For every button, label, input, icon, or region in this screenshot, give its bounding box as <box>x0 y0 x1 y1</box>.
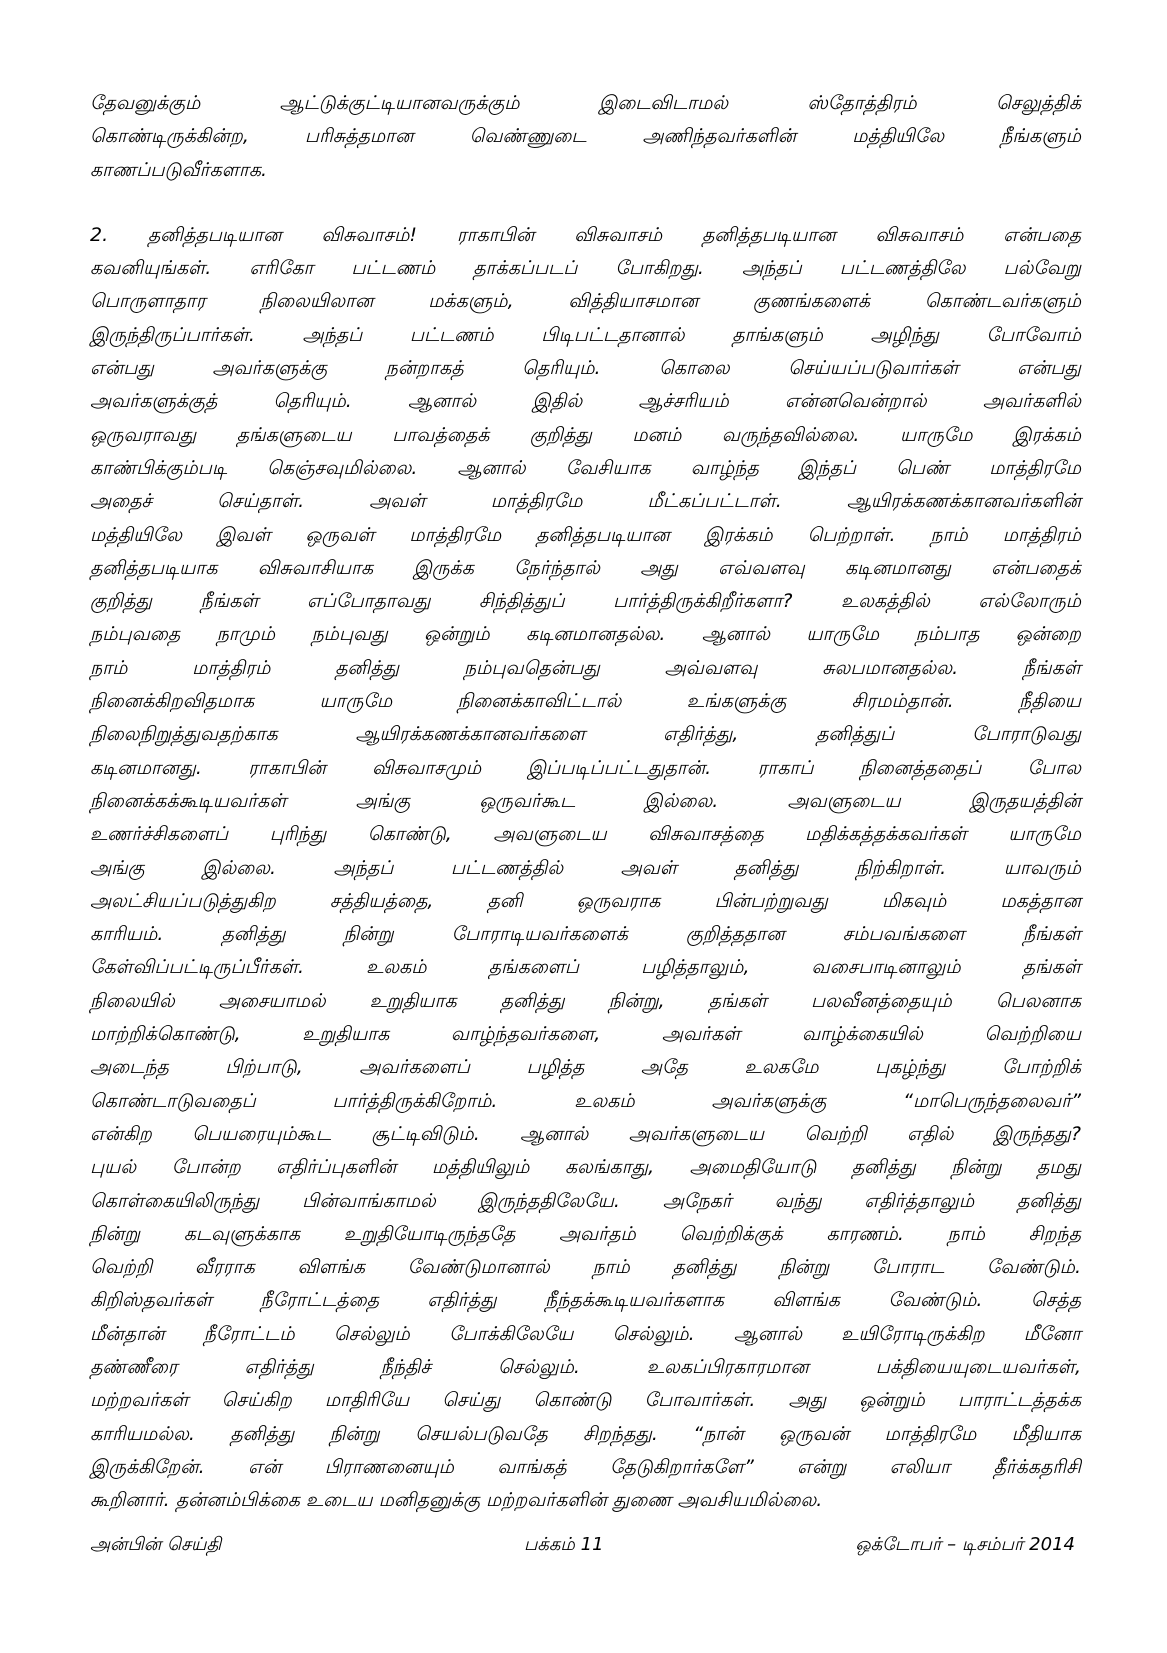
page-body <box>90 87 1081 1517</box>
text-line: மாற்றிக்கொண்டு, உறுதியாக வாழ்ந்தவர்களை, அவர்கள் வாழ்க்கையில் வெற்றியை <box>90 1023 1081 1046</box>
text-line: ஒருவராவது தங்களுடைய பாவத்தைக் குறித்து மனம் வருந்தவில்லை. யாருமே இரக்கம் <box>90 423 1081 446</box>
text-line: கேள்விப்பட்டிருப்பீர்கள். உலகம் தங்களைப் பழித்தாலும், வசைபாடினாலும் தங்கள் <box>90 956 1081 979</box>
text-line: கொண்டிருக்கின்ற, பரிசுத்தமான வெண்ணுடை அணிந்தவர்களின் மத்தியிலே நீங்களும் <box>90 125 1081 148</box>
text-line: மற்றவர்கள் செய்கிற மாதிரியே செய்து கொண்டு போவார்கள். அது ஒன்றும் பாராட்டத்தக்க <box>90 1389 1081 1412</box>
text-line: தேவனுக்கும் ஆட்டுக்குட்டியானவருக்கும் இடைவிடாமல் ஸ்தோத்திரம் செலுத்திக் <box>90 92 1081 114</box>
text-line: அங்கு இல்லை. அந்தப் பட்டணத்தில் அவள் தனித்து நிற்கிறாள். யாவரும் <box>90 856 1081 879</box>
text-line: தனித்தபடியாக விசுவாசியாக இருக்க நேர்ந்தால் அது எவ்வளவு கடினமானது என்பதைக் <box>90 556 1081 579</box>
text-line: அவர்களுக்குத் தெரியும். ஆனால் இதில் ஆச்சரியம் என்னவென்றால் அவர்களில் <box>90 390 1081 413</box>
text-line: கடினமானது. ராகாபின் விசுவாசமும் இப்படிப்பட்டதுதான். ராகாப் நினைத்ததைப் போல <box>90 756 1081 779</box>
text-line: புயல் போன்ற எதிர்ப்புகளின் மத்தியிலும் கலங்காது, அமைதியோடு தனித்து நின்று தமது <box>90 1156 1081 1179</box>
footer-issue-date: ஒக்டோபர் – டிசம்பர் 2014 <box>855 1534 1075 1555</box>
text-line: காண்பிக்கும்படி கெஞ்சவுமில்லை. ஆனால் வேசியாக வாழ்ந்த இந்தப் பெண் மாத்திரமே <box>90 456 1081 479</box>
text-line: நிலைநிறுத்துவதற்காக ஆயிரக்கணக்கானவர்களை எதிர்த்து, தனித்துப் போராடுவது <box>90 723 1081 746</box>
text-line: நின்று கடவுளுக்காக உறுதியோடிருந்ததே அவர்தம் வெற்றிக்குக் காரணம். நாம் சிறந்த <box>90 1222 1081 1245</box>
text-line: அதைச் செய்தாள். அவள் மாத்திரமே மீட்கப்பட்டாள். ஆயிரக்கணக்கானவர்களின் <box>90 490 1081 513</box>
text-line: உணர்ச்சிகளைப் புரிந்து கொண்டு, அவளுடைய விசுவாசத்தை மதிக்கத்தக்கவர்கள் யாருமே <box>90 823 1081 846</box>
text-line: என்பது அவர்களுக்கு நன்றாகத் தெரியும். கொலை செய்யப்படுவார்கள் என்பது <box>90 357 1081 380</box>
text-line: நாம் மாத்திரம் தனித்து நம்புவதென்பது அவ்வளவு சுலபமானதல்ல. நீங்கள் <box>90 656 1081 679</box>
text-line: நிலையில் அசையாமல் உறுதியாக தனித்து நின்று, தங்கள் பலவீனத்தையும் பெலனாக <box>90 989 1081 1012</box>
text-line: நம்புவதை நாமும் நம்புவது ஒன்றும் கடினமானதல்ல. ஆனால் யாருமே நம்பாத ஒன்றை <box>90 623 1081 646</box>
text-line: 2. தனித்தபடியான விசுவாசம்! ராகாபின் விசுவாசம் தனித்தபடியான விசுவாசம் என்பதை <box>90 223 1081 246</box>
text-line: கொள்கையிலிருந்து பின்வாங்காமல் இருந்ததிலேயே. அநேகர் வந்து எதிர்த்தாலும் தனித்து <box>90 1189 1081 1212</box>
text-line: கூறினார். தன்னம்பிக்கை உடைய மனிதனுக்கு மற்றவர்களின் துணை அவசியமில்லை. <box>90 1489 823 1512</box>
paragraph <box>90 87 1081 187</box>
text-line: கொண்டாடுவதைப் பார்த்திருக்கிறோம். உலகம் அவர்களுக்கு “மாபெருந்தலைவர்” <box>90 1089 1081 1112</box>
text-line: பொருளாதார நிலையிலான மக்களும், வித்தியாசமான குணங்களைக் கொண்டவர்களும் <box>90 290 1081 313</box>
text-line: காரியமல்ல. தனித்து நின்று செயல்படுவதே சிறந்தது. “நான் ஒருவன் மாத்திரமே மீதியாக <box>90 1422 1081 1445</box>
text-line: மத்தியிலே இவள் ஒருவள் மாத்திரமே தனித்தபடியான இரக்கம் பெற்றாள். நாம் மாத்திரம் <box>90 523 1081 546</box>
footer-page-number: பக்கம் 11 <box>524 1534 604 1555</box>
text-line: மீன்தான் நீரோட்டம் செல்லும் போக்கிலேயே செல்லும். ஆனால் உயிரோடிருக்கிற மீனோ <box>90 1322 1081 1345</box>
text-line: காணப்படுவீர்களாக. <box>90 158 268 181</box>
footer-publication: அன்பின் செய்தி <box>90 1534 222 1555</box>
text-line: நினைக்கிறவிதமாக யாருமே நினைக்காவிட்டால் உங்களுக்கு சிரமம்தான். நீதியை <box>90 690 1081 713</box>
text-line: குறித்து நீங்கள் எப்போதாவது சிந்தித்துப் பார்த்திருக்கிறீர்களா? உலகத்தில் எல்லோரும் <box>90 590 1081 613</box>
paragraph <box>90 219 1081 1518</box>
text-line: காரியம். தனித்து நின்று போராடியவர்களைக் குறித்ததான சம்பவங்களை நீங்கள் <box>90 923 1081 946</box>
page-footer <box>90 1530 1075 1560</box>
text-line: என்கிற பெயரையும்கூட சூட்டிவிடும். ஆனால் அவர்களுடைய வெற்றி எதில் இருந்தது? <box>90 1122 1081 1145</box>
text-line: வெற்றி வீரராக விளங்க வேண்டுமானால் நாம் தனித்து நின்று போராட வேண்டும். <box>90 1256 1081 1279</box>
text-line: கிறிஸ்தவர்கள் நீரோட்டத்தை எதிர்த்து நீந்தக்கூடியவர்களாக விளங்க வேண்டும். செத்த <box>90 1289 1081 1312</box>
text-line: நினைக்கக்கூடியவர்கள் அங்கு ஒருவர்கூட இல்லை. அவளுடைய இருதயத்தின் <box>90 789 1082 812</box>
text-line: இருக்கிறேன். என் பிராணனையும் வாங்கத் தேடுகிறார்களே” என்று எலியா தீர்க்கதரிசி <box>90 1455 1081 1478</box>
text-line: இருந்திருப்பார்கள். அந்தப் பட்டணம் பிடிபட்டதானால் தாங்களும் அழிந்து போவோம் <box>90 323 1081 346</box>
text-line: தண்ணீரை எதிர்த்து நீந்திச் செல்லும். உலகப்பிரகாரமான பக்தியையுடையவர்கள், <box>90 1355 1081 1378</box>
text-line: கவனியுங்கள். எரிகோ பட்டணம் தாக்கப்படப் போகிறது. அந்தப் பட்டணத்திலே பல்வேறு <box>90 257 1081 280</box>
text-line: அடைந்த பிற்பாடு, அவர்களைப் பழித்த அதே உலகமே புகழ்ந்து போற்றிக் <box>90 1056 1081 1079</box>
text-line: அலட்சியப்படுத்துகிற சத்தியத்தை, தனி ஒருவராக பின்பற்றுவது மிகவும் மகத்தான <box>90 889 1081 912</box>
